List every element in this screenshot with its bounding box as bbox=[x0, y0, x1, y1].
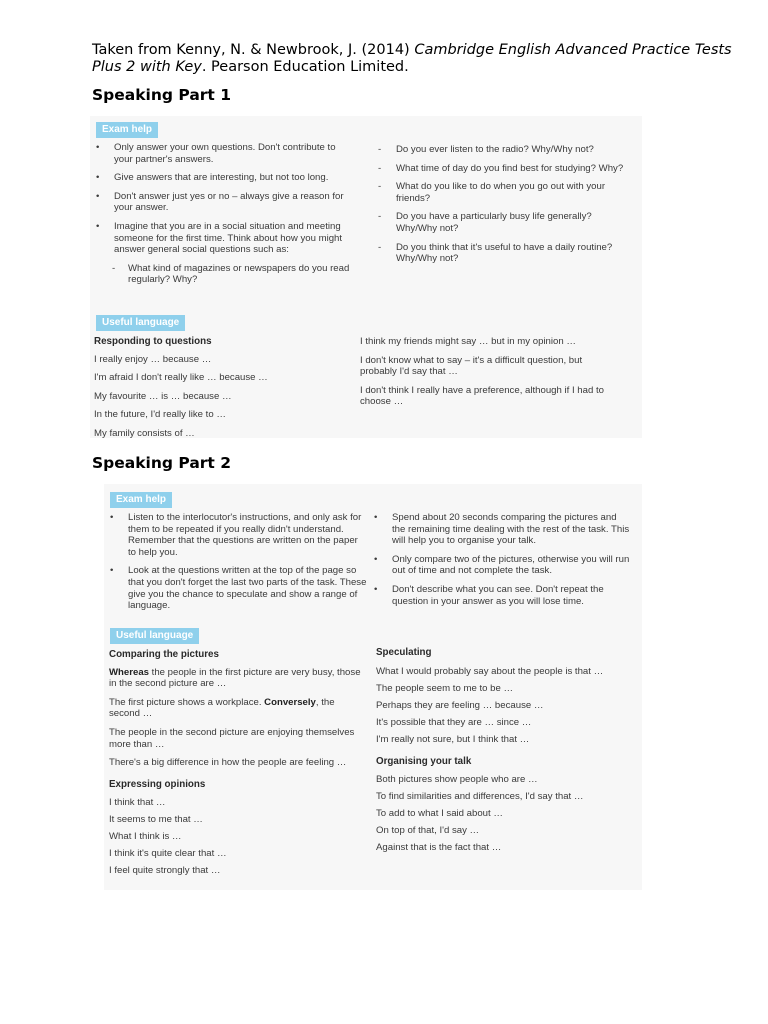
bullet-marker: • bbox=[374, 583, 378, 595]
phrase-text: the people in the first picture are very busy, those in the second picture are … bbox=[109, 666, 361, 690]
bullet-item bbox=[94, 221, 352, 256]
bullet-text: Look at the questions written at the top of the page so that you don't forget the last two parts of the task. These give you the chance to speculate and show a range of language. bbox=[128, 565, 367, 612]
phrase-line: Against that is the fact that … bbox=[376, 842, 502, 854]
bullet-text: Spend about 20 seconds comparing the pictures and the remaining time dealing with the rest of the task. This will help you to organise your talk. bbox=[392, 512, 630, 547]
phrase-text: The first picture shows a workplace. bbox=[109, 696, 265, 708]
responding-right-column bbox=[360, 336, 618, 415]
bullet-marker: - bbox=[378, 211, 382, 223]
expressing-title: Expressing opinions bbox=[109, 778, 206, 790]
phrase-line: To add to what I said about … bbox=[376, 808, 503, 820]
bullet-text: Only answer your own questions. Don't contribute to your partner's answers. bbox=[114, 142, 336, 165]
citation-suffix: . Pearson Education Limited. bbox=[201, 59, 409, 75]
bullet-text: Do you have a particularly busy life generally? Why/Why not? bbox=[396, 211, 592, 234]
phrase-text: , the second … bbox=[109, 696, 335, 720]
bullet-marker: • bbox=[374, 512, 378, 523]
bullet-text: What time of day do you find best for studying? Why? bbox=[396, 162, 624, 174]
bullet-marker: - bbox=[378, 144, 382, 155]
bullet-marker: • bbox=[110, 512, 114, 523]
phrase-line: My family consists of … bbox=[94, 427, 195, 439]
bullet-text: Do you think that it's useful to have a daily routine? Why/Why not? bbox=[396, 241, 613, 265]
bullet-item bbox=[376, 163, 624, 175]
phrase-line: I feel quite strongly that … bbox=[109, 865, 221, 877]
phrase-line: What I would probably say about the people is that … bbox=[376, 665, 604, 677]
exam-help-left-column bbox=[94, 142, 352, 293]
citation-prefix: Taken from Kenny, N. & Newbrook, J. (2014) bbox=[92, 42, 415, 58]
bullet-item bbox=[94, 191, 352, 214]
bullet-text: Imagine that you are in a social situation and meeting someone for the first time. Think about how you might answer general social questions such as: bbox=[114, 220, 343, 256]
bullet-item bbox=[94, 142, 352, 165]
bullet-marker: • bbox=[96, 172, 100, 184]
bullet-text: Only compare two of the pictures, otherwise you will run out of time and not complete the task. bbox=[392, 553, 630, 577]
bullet-item bbox=[108, 565, 368, 611]
phrase-keyword: Conversely bbox=[264, 696, 316, 708]
exam-help-right-column bbox=[376, 144, 624, 272]
bullet-marker: - bbox=[112, 262, 116, 274]
bullet-item bbox=[376, 211, 624, 234]
bullet-item bbox=[376, 144, 624, 156]
organising-title: Organising your talk bbox=[376, 755, 472, 767]
phrase-keyword: Whereas bbox=[109, 666, 149, 678]
responding-title: Responding to questions bbox=[94, 336, 212, 347]
bullet-item bbox=[94, 172, 352, 184]
bullet-text: Listen to the interlocutor's instructions, and only ask for them to be repeated if you really didn't understand. Remember that the questions are written on the paper to help you. bbox=[128, 512, 362, 558]
phrase-line: Perhaps they are feeling … because … bbox=[376, 699, 544, 711]
bullet-text: What kind of magazines or newspapers do you read regularly? Why? bbox=[128, 262, 350, 286]
phrase-line: It's possible that they are … since … bbox=[376, 716, 532, 728]
bullet-text: Don't describe what you can see. Don't repeat the question in your answer as you will lose time. bbox=[392, 583, 604, 607]
phrase-line bbox=[109, 697, 364, 720]
phrase-line: I'm really not sure, but I think that … bbox=[376, 733, 530, 745]
phrase-line: I really enjoy … because … bbox=[94, 353, 212, 365]
bullet-marker: - bbox=[378, 241, 382, 253]
bullet-item bbox=[94, 263, 352, 286]
phrase-line: On top of that, I'd say … bbox=[376, 825, 480, 837]
phrase-line bbox=[109, 757, 364, 769]
bullet-text: What do you like to do when you go out with your friends? bbox=[396, 181, 606, 204]
responding-left-column bbox=[94, 336, 356, 447]
bullet-marker: • bbox=[374, 553, 378, 565]
bullet-marker: - bbox=[378, 181, 382, 193]
phrase-text: There's a big difference in how the people are feeling … bbox=[109, 757, 347, 769]
speculating-title: Speculating bbox=[376, 647, 432, 658]
bullet-item bbox=[376, 181, 624, 204]
bullet-item bbox=[372, 584, 630, 607]
bullet-marker: • bbox=[96, 220, 100, 232]
phrase-line: I'm afraid I don't really like … because … bbox=[94, 372, 268, 384]
bullet-text: Do you ever listen to the radio? Why/Why not? bbox=[396, 144, 594, 155]
useful-language-badge: Useful language bbox=[96, 315, 185, 331]
exam-help-badge: Exam help bbox=[110, 492, 172, 508]
citation bbox=[92, 42, 732, 76]
phrase-line: I don't know what to say – it's a difficult question, but probably I'd say that … bbox=[360, 354, 583, 378]
bullet-item bbox=[376, 242, 624, 265]
exam-help-right-column bbox=[372, 512, 630, 614]
phrase-line bbox=[109, 727, 364, 750]
exam-help-left-column bbox=[108, 512, 368, 619]
bullet-item bbox=[372, 554, 630, 577]
bullet-text: Give answers that are interesting, but not too long. bbox=[114, 172, 329, 184]
bullet-marker: • bbox=[96, 190, 100, 202]
phrase-line: I don't think I really have a preference, although if I had to choose … bbox=[360, 384, 604, 408]
useful-language-left-column bbox=[109, 649, 364, 881]
speaking-part-2-heading: Speaking Part 2 bbox=[92, 454, 232, 472]
comparing-title: Comparing the pictures bbox=[109, 649, 219, 660]
bullet-item bbox=[108, 512, 368, 558]
speaking-part-1-heading: Speaking Part 1 bbox=[92, 86, 232, 104]
phrase-line: I think my friends might say … but in my opinion … bbox=[360, 336, 576, 347]
phrase-line: The people seem to me to be … bbox=[376, 682, 514, 694]
phrase-line: I think that … bbox=[109, 797, 166, 809]
phrase-line: Both pictures show people who are … bbox=[376, 774, 538, 786]
bullet-marker: - bbox=[378, 162, 382, 174]
phrase-text: The people in the second picture are enjoying themselves more than … bbox=[109, 726, 355, 750]
phrase-line: I think it's quite clear that … bbox=[109, 848, 227, 860]
speaking-part-2-scan bbox=[104, 484, 642, 890]
phrase-line: It seems to me that … bbox=[109, 814, 203, 826]
speaking-part-1-scan bbox=[90, 116, 642, 438]
bullet-text: Don't answer just yes or no – always give a reason for your answer. bbox=[114, 190, 344, 214]
citation-book-title: Cambridge English Advanced Practice Tests Plus 2 with Key bbox=[92, 42, 732, 75]
phrase-line: What I think is … bbox=[109, 831, 182, 843]
exam-help-badge: Exam help bbox=[96, 122, 158, 138]
bullet-marker: • bbox=[96, 142, 100, 153]
useful-language-right-column bbox=[376, 647, 636, 858]
phrase-line bbox=[109, 667, 364, 690]
bullet-marker: • bbox=[110, 565, 114, 577]
phrase-line: To find similarities and differences, I'd say that … bbox=[376, 791, 584, 803]
phrase-line: In the future, I'd really like to … bbox=[94, 409, 226, 421]
useful-language-badge: Useful language bbox=[110, 628, 199, 644]
bullet-item bbox=[372, 512, 630, 547]
phrase-line: My favourite … is … because … bbox=[94, 390, 232, 402]
